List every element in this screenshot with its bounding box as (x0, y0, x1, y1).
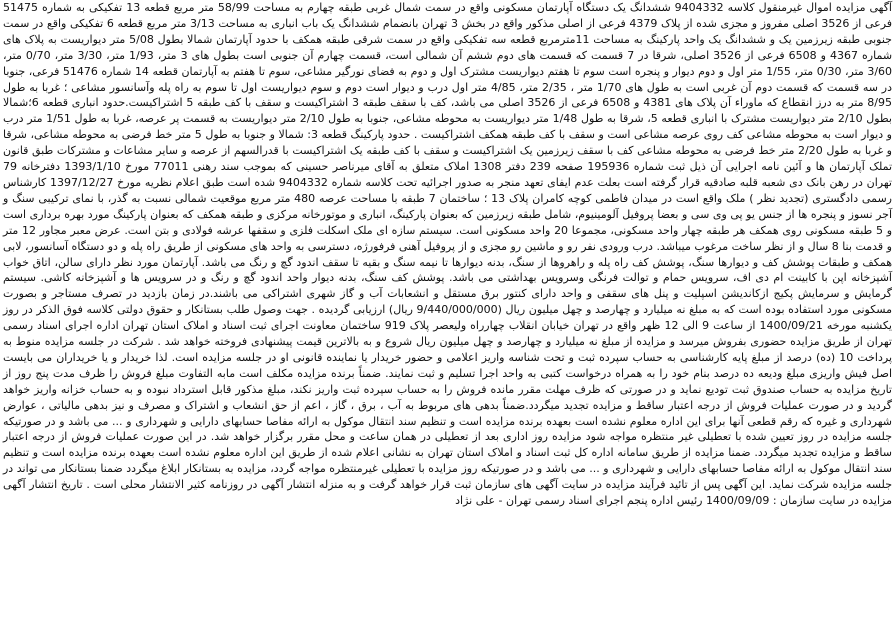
auction-notice-text (3, 0, 892, 509)
notice-body: آگهی مزایده اموال غیرمنقول کلاسه 9404332 ششدانگ یک دستگاه آپارتمان مسکونی واقع در سمت شمال غربی طبقه چهارم به مساحت 58/99 متر مربع قطعه 13 تفکیکی به شماره 51475 فرعی از 3526 اصلی مفروز و مجزی شده از پلاک 4379 فرعی از اصلی مذکور واقع در بخش 3 تهران بانضمام ششدانگ یک باب انباری به مساحت 3/13 متر مربع قطعه 6 تفکیکی واقع در سمت جنوبی طبقه زیرزمین یک و ششدانگ یک واحد پارکینگ به مساحت 11مترمربع قطعه سه تفکیکی واقع در سمت شرقی طبقه همکف با حدود آپارتمان شمالا بطول 5/08 متر دیواریست به پلاک های شماره 4367 و 6508 فرعی از 3526 اصلی، شرقا در 7 قسمت که قسمت های دوم ششم آن شمالی است، قسمت چهارم آن جنوبی است بطول های 3 متر، 1/93 متر، 3/30 متر، 0/70 متر، 3/60 متر، 0/30 متر، 1/55 متر اول و دوم دیوار و پنجره است سوم تا هفتم دیواریست مشترک اول و دوم به فضای نورگیر مشاعی، سوم تا هفتم به آپارتمان قطعه 14 شماره 51476 فرعی، جنوبا در سه قسمت که قسمت دوم آن غربی است به طول های 1/70 متر ، 2/35 متر، 4/85 متر اول درب و دیوار است دوم و سوم دیواریست اول تا سوم به راه پله وآسانسور مشاعی ؛ غربا به طول 8/95 متر به درز انقطاع که ماوراء آن پلاک های 4381 و 6508 فرعی از 3526 اصلی می باشد، کف با سقف طبقه 3 اشتراکیست و سقف با کف طبقه 5 اشتراکیست.حدود انباری قطعه 6؛شمالا بطول 2/10 متر دیواریست مشترک با انباری قطعه 5، شرقا به طول 1/48 متر دیواریست به محوطه مشاعی، جنوبا به طول 2/10 متر دیواریست به قسمت پر عرصه، غربا به طول 1/51 متر درب و دیوار است به محوطه مشاعی کف روی عرصه مشاعی است و سقف با کف طبقه همکف اشتراکیست . حدود پارکینگ قطعه 3: شمالا و جنوبا به طول 5 متر خط فرضی به محوطه مشاعی، شرقا و غربا به طول 2/20 متر خط فرضی به محوطه مشاعی کف با سقف زیرزمین یک اشتراکیست و سقف با کف طبقه یک اشتراکیست با قدرالسهم از عرصه و سایر مشاعات و مشترکات طبق قانون تملک آپارتمان ها و آئین نامه اجرایی آن ذیل ثبت شماره 195936 صفحه 239 دفتر 1308 املاک متعلق به آقای میرناصر حسینی که بموجب سند رهنی 77011 مورخ 1393/1/10 دفترخانه 79 تهران در رهن بانک دی شعبه قلبه صادقیه قرار گرفته است بعلت عدم ایفای تعهد منجر به صدور اجرائیه تحت کلاسه شماره 9404332 شده است طبق اعلام نظریه مورخ 1397/12/27 کارشناس رسمی دادگستری (تجدید نظر ) ملک واقع است در میدان فاطمی کوچه کامران پلاک 13 ؛ ساختمان 7 طبقه با مساحت عرصه 480 متر مربع موقعیت شمالی نسبت به گذر، با نمای ترکیبی سنگ و آجر نسوز و پنجره ها از جنس یو پی وی سی و بعضا پروفیل آلومینیوم، شامل طبقه زیرزمین که بعنوان پارکینگ، انباری و موتورخانه مرکزی و طبقه همکف که بعنوان پارکینگ مورد بهره برداری است و 5 طبقه مسکونی روی همکف هر طبقه چهار واحد مسکونی، مجموعا 20 واحد مسکونی است. سیستم سازه ای ملک اسکلت فلزی و سقفها عرشه فولادی و بتن است. عرض معبر مجاور 12 متر و قدمت بنا 8 سال و از نظر ساخت مرغوب میباشد. درب ورودی نفر رو و ماشین رو مجزی و از پروفیل آهنی فرفورژه، دسترسی به واحد های مسکونی از طریق راه پله و دو دستگاه آسانسور، لابی همکف و طبقات پوشش کف و دیوارها سنگ، پوشش کف راه پله و راهروها از سنگ، بدنه دیوارها تا نیمه سنگ و بقیه تا سقف اندود گچ و رنگ می باشد. آپارتمان مورد نظر دارای سالن، اتاق خواب آشپزخانه اپن با کابینت ام دی اف، سرویس حمام و توالت فرنگی وسرویس بهداشتی می باشد. پوشش کف سنگ، بدنه دیوار واحد اندود گچ و رنگ و در سرویس ها و آشپزخانه کاشی. سیستم گرمایش و سرمایش پکیج ازکاندیشن اسپلیت و پنل های سقفی و واحد دارای کنتور برق مستقل و انشعابات آب و گاز شهری اشتراکی می باشند.در زمان بازدید در تصرف مستاجر و بصورت مسکونی مورد استفاده بوده است که به مبلغ نه میلیارد و چهارصد و چهل میلیون ریال (9/440/000/000 ریال) ارزیابی گردیده . جهت وصول طلب بستانکار و حقوق دولتی کلاسه فوق الذکر در روز یکشنبه مورخه 1400/09/21 از ساعت 9 الی 12 ظهر واقع در تهران خیابان انقلاب چهارراه ولیعصر پلاک 919 ساختمان معاونت اجرای ثبت اسناد و املاک استان تهران اداره اجرای اسناد رسمی تهران از طریق مزایده حضوری بفروش میرسد و مزایده از مبلغ نه میلیارد و چهارصد و چهل میلیون ریال شروع و به بالاترین قیمت پیشنهادی فروخته خواهد شد . شرکت در جلسه مزایده منوط به پرداخت 10 (ده) درصد از مبلغ پایه کارشناسی به حساب سپرده ثبت و تحت شناسه واریز اعلامی و حضور خریدار یا نماینده قانونی او در جلسه مزایده است. لذا خریدار و یا خریداران می بایست اصل فیش واریزی مبلغ ودیعه ده درصد بنام خود را به همراه درخواست کتبی به واحد اجرا تسلیم و ثبت نمایند. ضمناً برنده مزایده مکلف است مابه التفاوت مبلغ فروش را ظرف مدت پنج روز از تاریخ مزایده به حساب صندوق ثبت تودیع نماید و در صورتی که ظرف مهلت مقرر مانده فروش را به حساب سپرده ثبت واریز نکند، مبلغ مذکور قابل استرداد نبوده و به حساب خزانه واریز خواهد گردید و در صورت عملیات فروش از درجه اعتبار ساقط و مزایده تجدید میگردد.ضمناً بدهی های مربوط به آب ، برق ، گاز ، اعم از حق انشعاب و اشتراک و مصرف و نیز بدهی مالیاتی ، عوارض شهرداری و غیره که رقم قطعی آنها برای این اداره معلوم نشده است بعهده برنده مزایده است و تنظیم سند انتقال موکول به ارائه مفاصا حسابهای دارایی و شهرداری و ... می باشد و در صورتیکه جلسه مزایده در روز تعیین شده با تعطیلی غیر منتظره مواجه شود مزایده روز اداری بعد از تعطیلی در همان ساعت و محل مقرر برگزار خواهد شد. در این صورت عملیات فروش از درجه اعتبار ساقط و مزایده تجدید میگردد. ضمنا مزایده از طریق سامانه اداره کل ثبت اسناد و املاک استان تهران به نشانی اعلام شده از طریق این اداره معلوم نشده است بعهده برنده مزایده است و تنظیم سند انتقال موکول به ارائه مفاصا حسابهای دارایی و شهرداری و ... می باشد و در صورتیکه روز مزایده با تعطیلی غیرمنتظره مواجه گردد، مزایده به بستانکار ابلاغ میگردد ضمنا بستانکار می تواند در جلسه مزایده شرکت نماید. این آگهی پس از تائید فرآیند مزایده در سایت آگهی های سازمان ثبت قرار خواهد گرفت و به منزله انتشار آگهی در روزنامه کثیر الانتشار محلی است . تاریخ انتشار آگهی مزایده در سایت سازمان : 1400/09/09 رئیس اداره پنجم اجرای اسناد رسمی تهران - علی نژاد (3, 1, 893, 508)
